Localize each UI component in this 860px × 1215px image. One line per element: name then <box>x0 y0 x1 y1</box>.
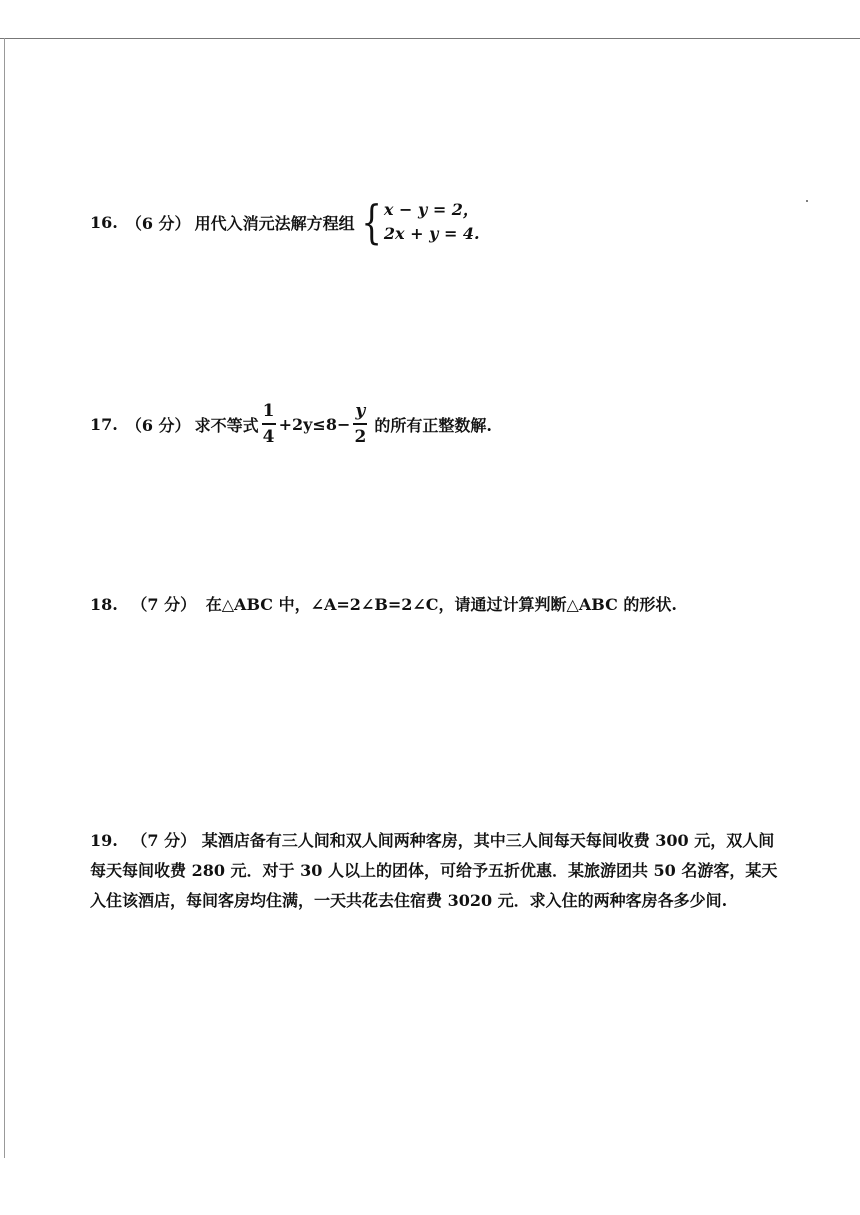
question-points: （7 分） <box>131 831 197 850</box>
question-19 <box>90 826 780 916</box>
question-points: （6 分） <box>125 213 191 233</box>
fraction-y-half <box>353 401 367 447</box>
fraction-denominator: 2 <box>354 427 367 447</box>
system-brace: { <box>360 195 382 249</box>
question-text-suffix: 的所有正整数解. <box>374 415 492 435</box>
question-18 <box>90 592 677 615</box>
page-left-border <box>4 38 5 1158</box>
question-number: 19. <box>90 831 118 850</box>
fraction-numerator: 1 <box>262 401 275 421</box>
question-points: （7 分） <box>131 595 197 614</box>
fraction-bar <box>262 423 276 425</box>
equation-1: x − y = 2， <box>383 200 479 219</box>
question-text-prefix: 求不等式 <box>194 415 259 435</box>
fraction-denominator: 4 <box>262 427 275 447</box>
fraction-one-quarter <box>262 401 276 447</box>
equation-2: 2x + y = 4. <box>383 224 480 243</box>
question-text: 用代入消元法解方程组 <box>194 213 355 233</box>
inequality-middle: +2y≤8− <box>278 414 351 434</box>
question-16 <box>90 195 480 249</box>
question-points: （6 分） <box>125 415 191 435</box>
fraction-numerator: y <box>355 401 366 421</box>
fraction-bar <box>353 423 367 425</box>
equation-system <box>384 200 480 244</box>
question-number: 17. <box>90 414 118 434</box>
question-17 <box>90 398 492 450</box>
page-top-border <box>0 38 860 39</box>
scan-speck <box>806 200 808 202</box>
question-text: 在△ABC 中，∠A=2∠B=2∠C，请通过计算判断△ABC 的形状. <box>205 595 677 614</box>
question-number: 18. <box>90 595 118 614</box>
question-number: 16. <box>90 212 118 232</box>
question-text: 某酒店备有三人间和双人间两种客房，其中三人间每天每间收费 300 元，双人间每天每间收费 280 元．对于 30 人以上的团体，可给予五折优惠．某旅游团共 50 名游客，某天入住该酒店，每间客房均住满，一天共花去住宿费 3020 元．求入住的两种客房各多少间. <box>90 831 778 910</box>
